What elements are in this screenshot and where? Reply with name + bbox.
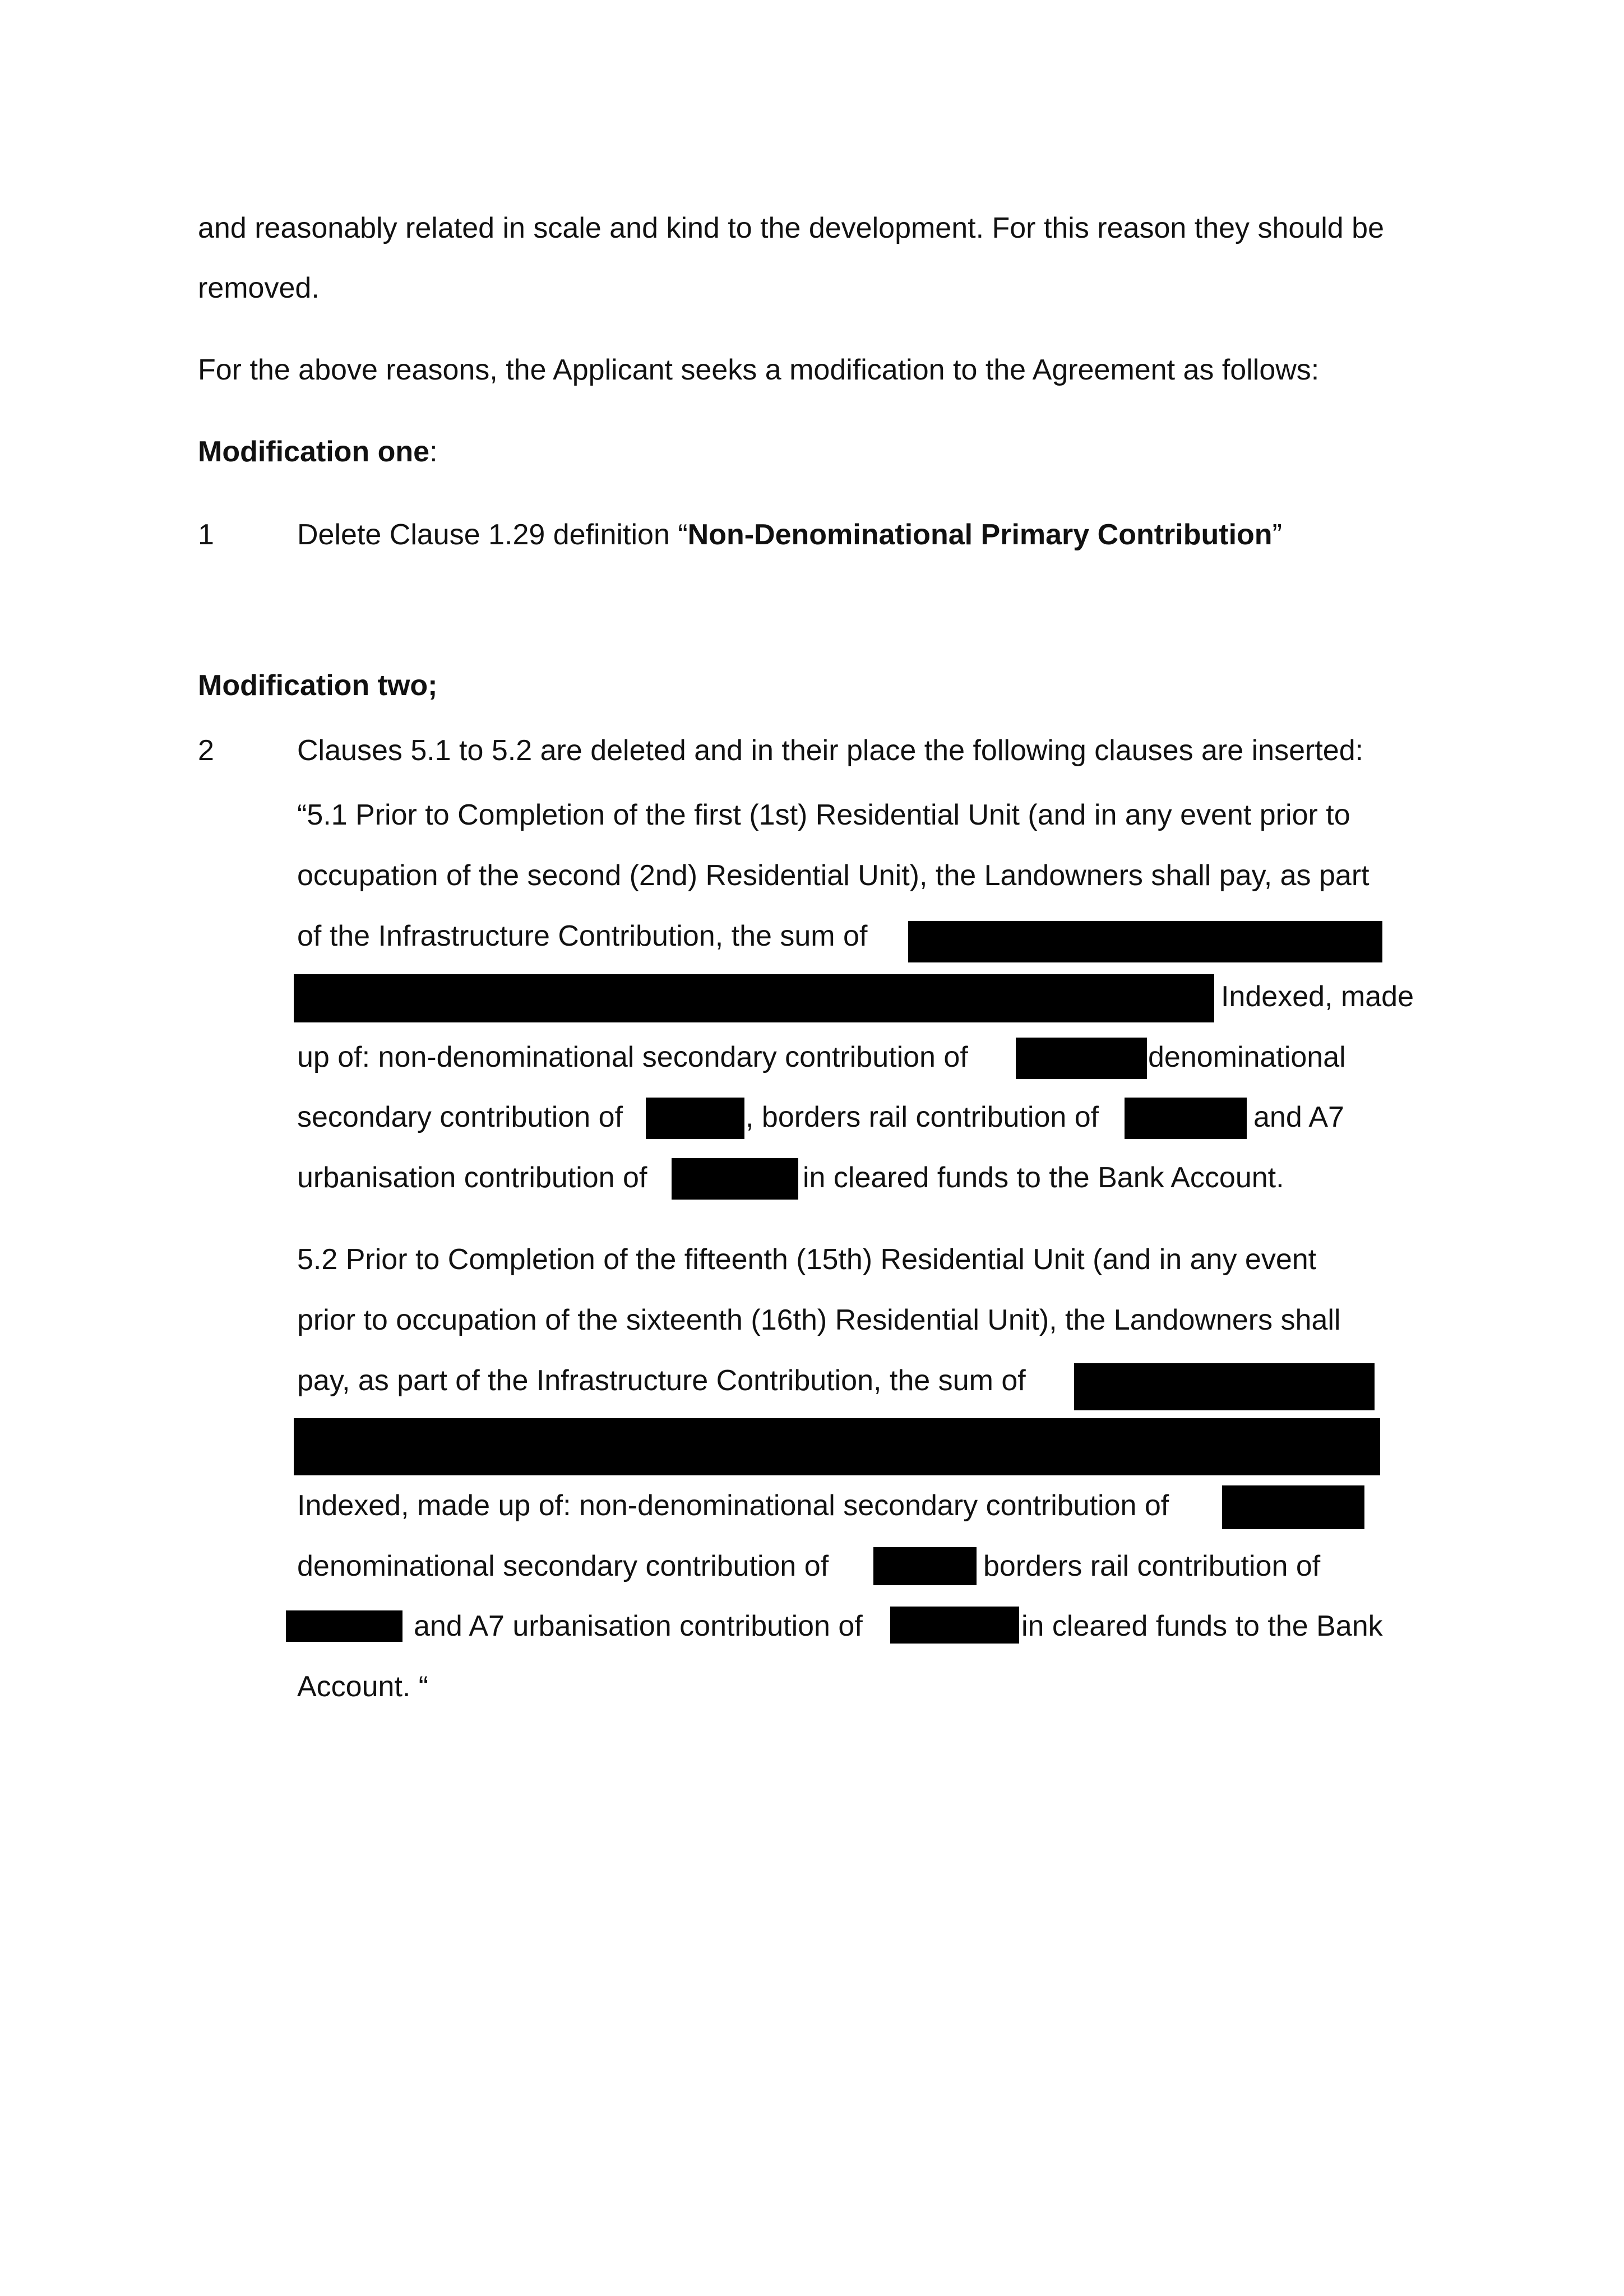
heading-suffix: : <box>429 436 438 468</box>
body-text-line: For the above reasons, the Applicant seeks a modification to the Agreement as follows: <box>198 354 1320 386</box>
item-text: Clauses 5.1 to 5.2 are deleted and in their place the following clauses are inserted: <box>297 734 1364 767</box>
clause-5-2-line: borders rail contribution of <box>983 1550 1321 1582</box>
clause-5-1-line: secondary contribution of <box>297 1101 623 1133</box>
redaction-block <box>294 1418 1380 1475</box>
redaction-block <box>1222 1485 1364 1529</box>
clause-5-1-line: “5.1 Prior to Completion of the first (1st) Residential Unit (and in any event prior to <box>297 799 1350 831</box>
redaction-block <box>1074 1363 1375 1410</box>
modification-one-heading <box>198 435 438 469</box>
clause-5-1-line: up of: non-denominational secondary contribution of <box>297 1041 968 1073</box>
item-text-plain: Delete Clause 1.29 definition “ <box>297 519 688 551</box>
redaction-block <box>1125 1098 1247 1139</box>
clause-5-2-line: 5.2 Prior to Completion of the fifteenth (15th) Residential Unit (and in any event <box>297 1243 1317 1276</box>
clause-5-2-line: Account. “ <box>297 1670 429 1703</box>
clause-5-2-line: in cleared funds to the Bank <box>1021 1610 1383 1642</box>
body-text-line: removed. <box>198 272 320 304</box>
modification-two-heading: Modification two; <box>198 669 438 702</box>
heading-text: Modification one <box>198 436 430 468</box>
body-text-line: and reasonably related in scale and kind to the development. For this reason they should be <box>198 212 1385 244</box>
clause-5-1-line: and A7 <box>1253 1101 1344 1133</box>
redaction-block <box>294 974 1214 1022</box>
item-text-defined-term: Non-Denominational Primary Contribution <box>687 519 1273 551</box>
redaction-block <box>646 1098 744 1139</box>
redaction-block <box>890 1607 1019 1644</box>
redaction-block <box>873 1547 977 1585</box>
item-text <box>297 518 1282 552</box>
redaction-block <box>1016 1038 1147 1079</box>
item-number: 2 <box>198 734 214 767</box>
clause-5-2-line: prior to occupation of the sixteenth (16th) Residential Unit), the Landowners shall <box>297 1304 1341 1336</box>
redaction-block <box>908 921 1382 962</box>
clause-5-1-line: of the Infrastructure Contribution, the sum of <box>297 920 868 952</box>
clause-5-1-line: Indexed, made <box>1221 980 1414 1013</box>
clause-5-2-line: pay, as part of the Infrastructure Contribution, the sum of <box>297 1364 1026 1397</box>
clause-5-1-line: denominational <box>1148 1041 1346 1073</box>
clause-5-2-line: Indexed, made up of: non-denominational secondary contribution of <box>297 1489 1169 1522</box>
redaction-block <box>672 1158 798 1200</box>
clause-5-1-line: in cleared funds to the Bank Account. <box>803 1161 1284 1194</box>
clause-5-2-line: and A7 urbanisation contribution of <box>414 1610 863 1642</box>
clause-5-1-line: , borders rail contribution of <box>746 1101 1099 1133</box>
clause-5-1-line: occupation of the second (2nd) Residential Unit), the Landowners shall pay, as part <box>297 859 1369 892</box>
item-text-close-quote: ” <box>1272 519 1282 551</box>
item-number: 1 <box>198 519 214 551</box>
redaction-block <box>286 1610 402 1642</box>
clause-5-1-line: urbanisation contribution of <box>297 1161 647 1194</box>
clause-5-2-line: denominational secondary contribution of <box>297 1550 829 1582</box>
